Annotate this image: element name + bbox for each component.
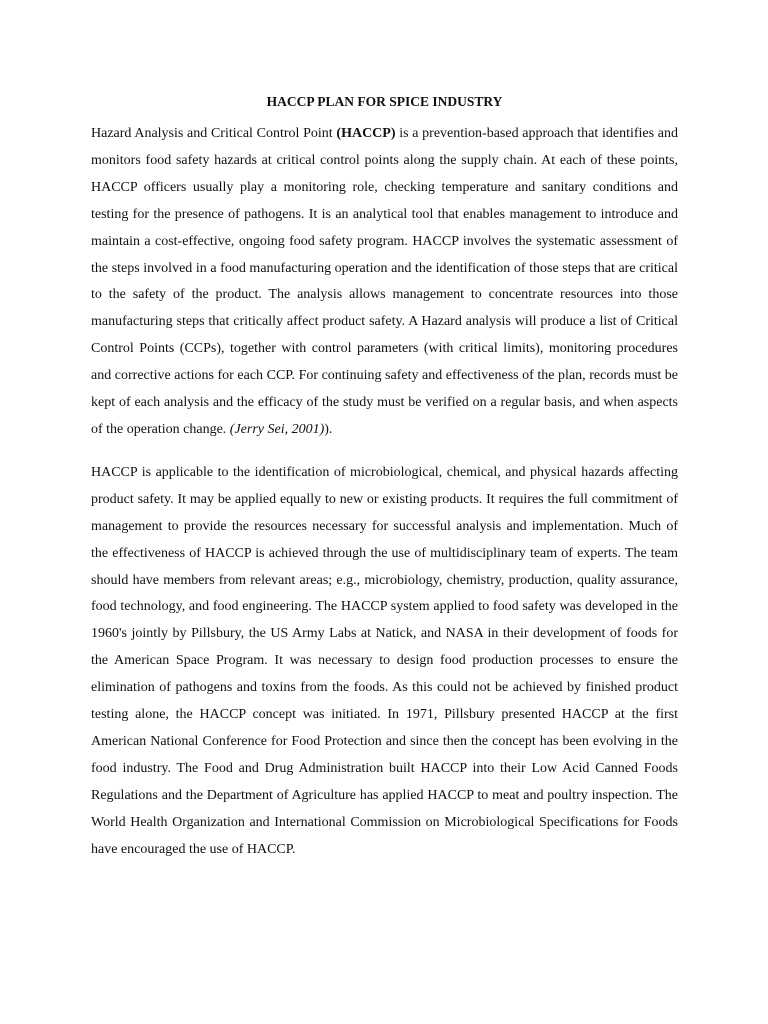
paragraph-haccp-history: HACCP is applicable to the identification of microbiological, chemical, and physical hazards affecting product safety. It may be applied equally to new or existing products. It requires the full commitment of management to provide the resources necessary for successful analysis and implementation. Much of the effectiveness of HACCP is achieved through the use of multidisciplinary team of experts. The team should have members from relevant areas; e.g., microbiology, chemistry, production, quality assurance, food technology, and food engineering. The HACCP system applied to food safety was developed in the 1960's jointly by Pillsbury, the US Army Labs at Natick, and NASA in their development of foods for the American Space Program. It was necessary to design food production processes to ensure the elimination of pathogens and toxins from the foods. As this could not be achieved by finished product testing alone, the HACCP concept was initiated. In 1971, Pillsbury presented HACCP at the first American National Conference for Food Protection and since then the concept has been evolving in the food industry. The Food and Drug Administration built HACCP into their Low Acid Canned Foods Regulations and the Department of Agriculture has applied HACCP to meat and poultry inspection. The World Health Organization and International Commission on Microbiological Specifications for Foods have encouraged the use of HACCP. xyxy=(91,464,678,857)
paragraph-1-body: is a prevention-based approach that identifies and monitors food safety hazards at critical control points along the supply chain. At each of these points, HACCP officers usually play a monitoring role, checking temperature and sanitary conditions and testing for the presence of pathogens. It is an analytical tool that enables management to introduce and maintain a cost-effective, ongoing food safety program. HACCP involves the systematic assessment of the steps involved in a food manufacturing operation and the identification of those steps that are critical to the safety of the product. The analysis allows management to concentrate resources into those manufacturing steps that critically affect product safety. A Hazard analysis will produce a list of Critical Control Points (CCPs), together with control parameters (with critical limits), monitoring procedures and corrective actions for each CCP. For continuing safety and effectiveness of the plan, records must be kept of each analysis and the efficacy of the study must be verified on a regular basis, and when aspects of the operation change. xyxy=(91,126,678,437)
document-page xyxy=(91,93,678,863)
haccp-acronym-bold: (HACCP) xyxy=(336,126,396,141)
citation: (Jerry Sei, 2001) xyxy=(229,421,325,437)
document-title: HACCP PLAN FOR SPICE INDUSTRY xyxy=(266,94,503,109)
paragraph-1-end: ). xyxy=(324,421,333,437)
paragraph-haccp-definition xyxy=(91,121,678,444)
paragraph-1-lead: Hazard Analysis and Critical Control Point xyxy=(91,126,333,141)
